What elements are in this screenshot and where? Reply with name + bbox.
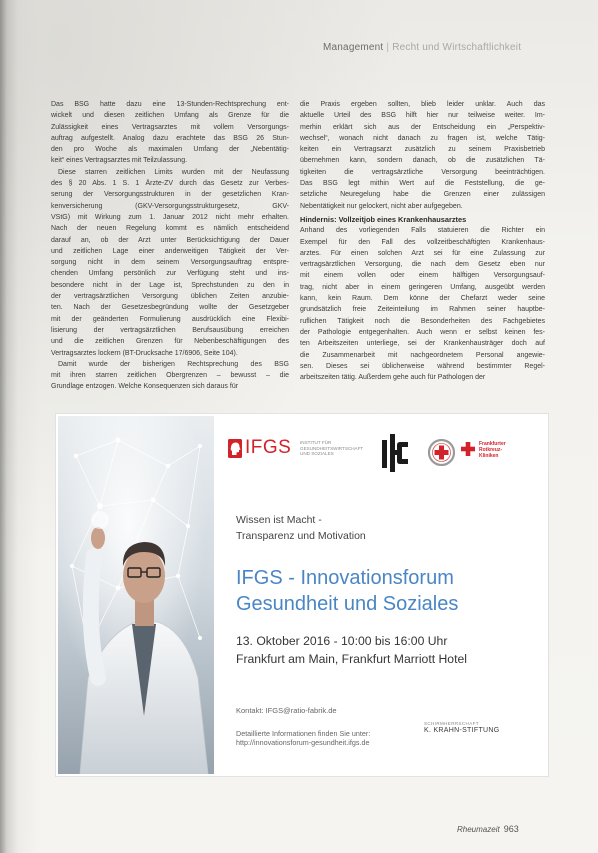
text-line: kann, kein Raum. Dem könne der Chefarzt weder seine [300, 295, 545, 303]
rotkreuz-text-line: Frankfurter [479, 441, 506, 447]
text-line: wechsel“, wonach nicht danach zu fragen ist, welche Tätig- [300, 134, 545, 142]
ifgs-logo [228, 436, 368, 466]
head [123, 549, 165, 603]
article-right-column [300, 99, 545, 383]
text-line: Zulässigkeit eines Vertragsarztes mit vollem Versorgungs- [51, 123, 289, 131]
ifgs-subtitle [300, 440, 363, 457]
paragraph [51, 359, 289, 393]
rotkreuz-kliniken-logo [461, 440, 541, 466]
text-line: Das BSG hatte dazu eine 13-Stunden-Rechtsprechung ent- [51, 101, 289, 108]
patron-label: SCHIRMHERRSCHAFT [424, 721, 479, 726]
right-column-bottom [300, 225, 545, 383]
tagline-line: Transparenz und Motivation [236, 530, 366, 542]
text-line: mit ihren starren zeitlichen Obergrenzen – bewusst – die [51, 372, 289, 380]
red-cross-icon [461, 442, 475, 456]
text-line: trag, nicht aber in einem geringeren Umfang, ausgeübt werden [300, 283, 545, 291]
text-line: Vertragsarztes lockern (BT-Drucksache 17/6906, Seite 104). [51, 349, 238, 357]
scientist-network-photo [58, 416, 214, 774]
paragraph [300, 225, 545, 383]
text-line: keiten ein Vertragsarzt zusätzlich zu seinem Praxisbetrieb [300, 146, 545, 154]
paragraph [300, 99, 545, 212]
ifgs-head-icon [228, 439, 242, 458]
text-line: lisierung der vertragsärztlichen Berufsausübung erreichen [51, 326, 289, 334]
text-line: und die zeitlichen Grenzen für Nebenbeschäftigungen des [51, 338, 289, 346]
text-line: serung der Versorgungsstrukturen in der gesetzlichen Kran- [51, 191, 289, 199]
text-line: setzliche Neuregelung habe die Grenzen einer zulässigen [300, 191, 545, 199]
text-line: des § 20 Abs. 1 S. 1 Ärzte-ZV durch das Gesetz zur Verbes- [51, 180, 289, 188]
rotkreuz-text-line: Rotkreuz- [479, 447, 503, 453]
text-line: Das BSG legt mithin Wert auf die Feststellung, die ge- [300, 180, 545, 188]
text-line: auftrag aufgestellt. Analog dazu erachtete das BSG 26 Stun- [51, 134, 289, 142]
touch-glow [91, 511, 109, 529]
ad-photo-graphic [58, 416, 214, 774]
section-label: Management [323, 42, 384, 53]
text-line: der Pathologie entgegenhalten. Auch wenn er selbst keinen fes- [300, 328, 545, 336]
text-line: arztes. Für einen solchen Arzt sei für eine Zulassung zur [300, 249, 545, 257]
tagline-line: Wissen ist Macht - [236, 514, 322, 526]
running-head [323, 42, 521, 53]
page-number: 963 [503, 824, 519, 834]
rotkreuz-text-line: Kliniken [479, 453, 499, 459]
rotkreuz-kliniken-text [479, 441, 506, 459]
text-line: vertragsärztlichen Versorgung, die nach dem Gesetz eben nur [300, 261, 545, 269]
info-label: Detaillierte Informationen finden Sie unter: [236, 729, 371, 738]
text-line: die Zusammenarbeit mit nachgeordnetem Personal angewie- [300, 351, 545, 359]
text-line: darauf an, ob der Arzt unter Berücksichtigung der Dauer [51, 236, 289, 244]
text-line: die Praxis ergeben sollten, blieb leider unklar. Auch das [300, 101, 545, 108]
red-cross-circle-logo [428, 439, 455, 466]
patronage [424, 721, 500, 734]
text-line: Nach der neuen Regelung kommt es nämlich entscheidend [51, 225, 289, 233]
event-date: 13. Oktober 2016 - 10:00 bis 16:00 Uhr [236, 634, 448, 648]
section-divider: | [386, 42, 390, 53]
text-line: chenden Umfang persönlich zur Verfügung steht und ins- [51, 270, 289, 278]
text-line: sorgung nicht in dem seinem Versorgungsauftrag entspre- [51, 259, 289, 267]
ad-title [236, 565, 458, 617]
patron-name: K. KRAHN-STIFTUNG [424, 727, 500, 734]
text-line: ten Arbeitszeiten unterliege, sei der Krankenhausträger doch auf [300, 340, 545, 348]
text-line: merhin erklärt sich aus der Entscheidung ein „Perspektiv- [300, 123, 545, 131]
text-line: der vertragsärztlichen Versorgung üblichen Zeiten anzubie- [51, 293, 289, 301]
ifgs-subtitle-line: UND SOZIALES [300, 451, 334, 457]
hand [91, 527, 105, 549]
ifgs-wordmark: IFGS [245, 437, 292, 458]
page-footer [457, 819, 519, 837]
text-line: aktuelle Urteil des BSG hilft hier nur teilweise weiter. Im- [300, 112, 545, 120]
text-line: besondere nicht in der Lage ist, Sprechstunden zu den in [51, 281, 289, 289]
text-line: arbeitszeiten tätig. Außerdem gehe auch für Pathologen der [300, 374, 486, 382]
text-line: wickelt und diesen zeitlichen Umfang als Grenze für die [51, 112, 289, 120]
text-line: sen. Dieses sei üblicherweise während bestimmter Regel- [300, 362, 545, 370]
section-heading: Hindernis: Vollzeitjob eines Krankenhausarztes [300, 214, 467, 224]
text-line: VStG) mit Wirkung zum 1. Januar 2012 nicht mehr erhalten. [51, 213, 289, 221]
raised-arm [91, 556, 98, 678]
ad-title-line: Gesundheit und Soziales [236, 593, 459, 615]
text-line: Anhand des vorliegenden Falls statuieren die Richter ein [300, 227, 545, 235]
text-line: Nebentätigkeit nur gelockert, nicht aber aufgegeben. [300, 202, 463, 210]
text-line: den pro Woche als maximalen Umfang der „Nebentätig- [51, 146, 289, 154]
event-location: Frankfurt am Main, Frankfurt Marriott Hotel [236, 652, 467, 666]
text-line: ruflichen Tätigkeit noch die Besonderheiten des Fachgebietes [300, 317, 545, 325]
text-line: kenversicherung (GKV-Versorgungsstrukturgesetz, GKV- [51, 202, 289, 210]
subsection-label: Recht und Wirtschaftlichkeit [392, 42, 522, 53]
text-line: Grundlage entzogen. Welche Konsequenzen sich daraus für [51, 383, 239, 391]
text-line: mit einem vollen oder einem hälftigen Versorgungsauf- [300, 272, 545, 280]
paragraph [51, 99, 289, 167]
ad-title-line: IFGS - Innovationsforum [236, 567, 454, 589]
text-line: ten. Nach der Gesetzesbegründung wollte der Gesetzgeber [51, 304, 289, 312]
monogram-logo [382, 434, 408, 472]
ad-info [236, 729, 370, 747]
advertisement [55, 413, 549, 777]
text-line: mit der geänderten Formulierung ausdrücklich eine Flexibi- [51, 315, 289, 323]
event-details [236, 632, 467, 668]
text-line: Damit wurde der bisherigen Rechtsprechung des BSG [58, 360, 289, 368]
ad-tagline [236, 512, 366, 544]
ad-contact: Kontakt: IFGS@ratio-fabrik.de [236, 706, 337, 715]
ifgs-subtitle-line: GESUNDHEITSWIRTSCHAFT [300, 445, 364, 451]
text-line: übernehmen kann, sondern danach, ob die zusätzlichen Tä- [300, 157, 545, 165]
ifgs-subtitle-line: INSTITUT FÜR [300, 440, 332, 445]
paragraph [51, 167, 289, 359]
text-line: tigkeiten die vertragsärztliche Versorgung beeinträchtigen. [300, 168, 545, 176]
text-line: Exempel für den Fall des vollzeitbeschäftigten Krankenhaus- [300, 238, 545, 246]
info-url: http://innovationsforum-gesundheit.ifgs.de [236, 738, 370, 747]
text-line: keit“ eines Vertragsarztes mit Teilzulassung. [51, 157, 188, 165]
journal-name: Rheumazeit [457, 825, 500, 834]
right-column-top [300, 99, 545, 212]
text-line: grundsätzlich freie Zeiteinteilung im Rahmen seiner hauptbe- [300, 306, 545, 314]
article-left-column [51, 99, 289, 393]
text-line: und zeitlichen Lage einer anderweitigen Tätigkeit der Ver- [51, 247, 289, 255]
text-line: Diese starren zeitlichen Limits wurden mit der Neufassung [58, 168, 289, 176]
neck [135, 600, 154, 626]
